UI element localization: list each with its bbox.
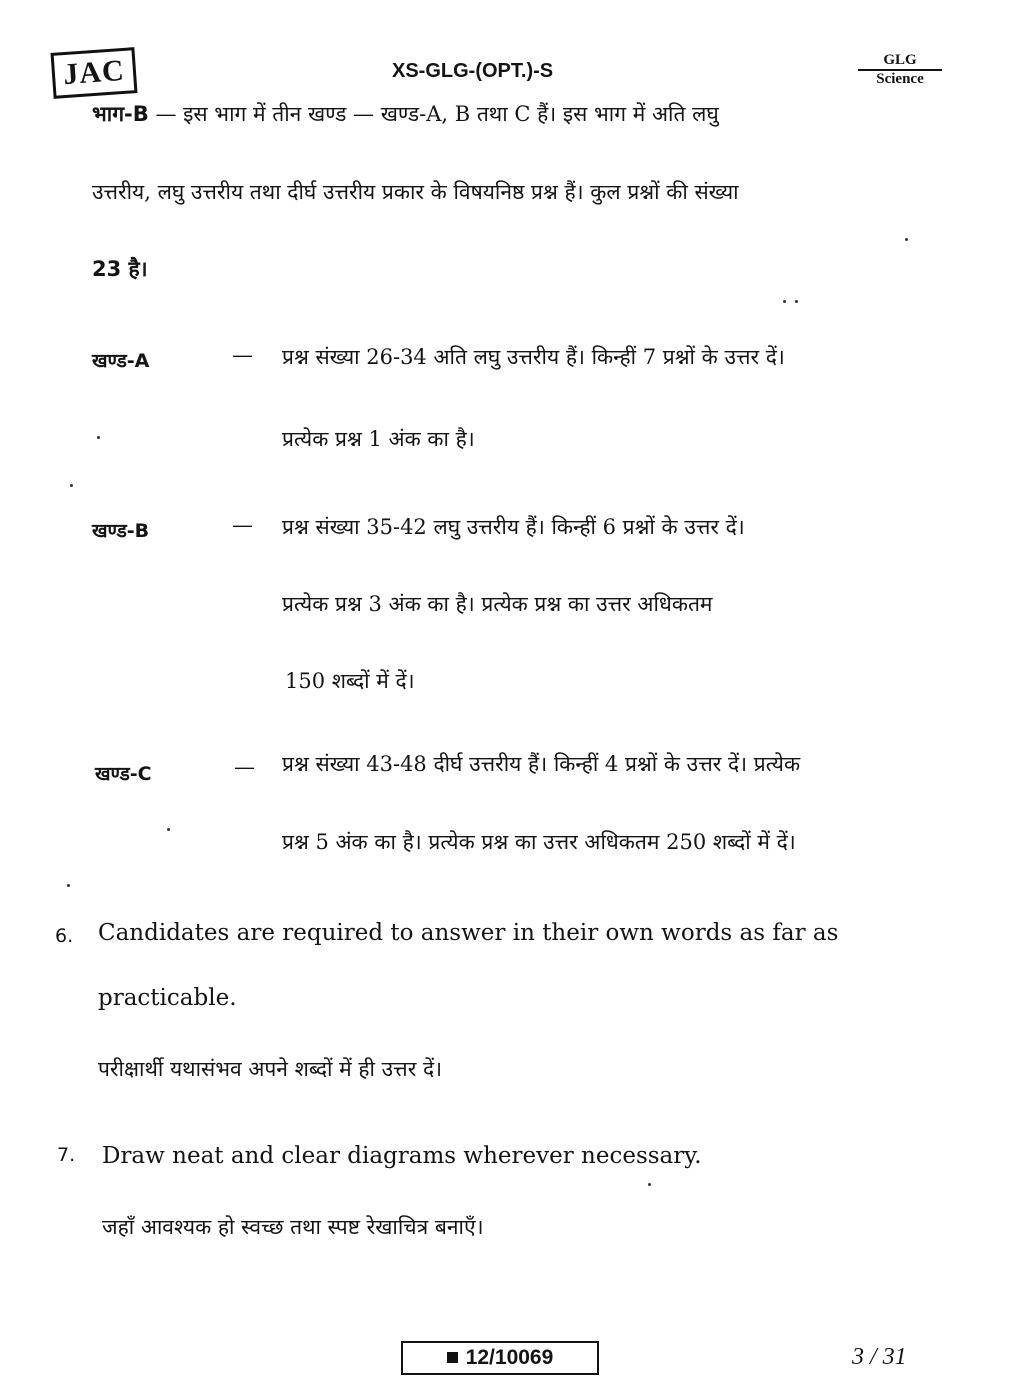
scan-speck (67, 884, 70, 887)
bhag-b-line1 (92, 100, 944, 128)
scan-speck (97, 436, 100, 439)
bhag-b-label: भाग-B (92, 102, 149, 126)
section-c-line2: प्रश्न 5 अंक का है। प्रत्येक प्रश्न का उत्तर अधिकतम 250 शब्दों में दें। (282, 830, 796, 854)
section-c-line1: प्रश्न संख्या 43-48 दीर्घ उत्तरीय हैं। किन्हीं 4 प्रश्नों के उत्तर दें। प्रत्येक (282, 752, 801, 776)
instruction-7-en-line1: Draw neat and clear diagrams wherever necessary. (102, 1143, 702, 1169)
square-bullet-icon (447, 1352, 458, 1363)
subject-block (858, 52, 942, 88)
subject-name: Science (876, 71, 924, 87)
section-b-line3: 150 शब्दों में दें। (285, 669, 415, 693)
instruction-6-number: 6. (55, 925, 74, 947)
section-a-dash: — (232, 343, 253, 367)
section-a-label: खण्ड-A (92, 350, 150, 372)
scan-speck (167, 828, 170, 831)
scan-speck (70, 484, 73, 487)
instruction-7-number: 7. (57, 1144, 76, 1166)
instruction-6-en-line2: practicable. (98, 985, 237, 1011)
bhag-b-dash: — (155, 102, 177, 126)
bhag-b-line3: 23 है। (92, 257, 148, 281)
section-b-line2: प्रत्येक प्रश्न 3 अंक का है। प्रत्येक प्रश्न का उत्तर अधिकतम (282, 592, 713, 616)
bhag-b-line2: उत्तरीय, लघु उत्तरीय तथा दीर्घ उत्तरीय प्रकार के विषयनिष्ठ प्रश्न हैं। कुल प्रश्नों की संख्या (92, 180, 739, 204)
section-c-label: खण्ड-C (95, 763, 152, 785)
section-c-dash: — (234, 755, 255, 779)
scan-speck (905, 238, 908, 241)
page-number: 3 / 31 (852, 1344, 907, 1370)
paper-code: XS-GLG-(OPT.)-S (392, 60, 554, 82)
bhag-b-text1: इस भाग में तीन खण्ड — खण्ड-A, B तथा C हैं। इस भाग में अति लघु (183, 102, 719, 126)
scan-speck (783, 300, 786, 303)
instruction-6-en-line1: Candidates are required to answer in their own words as far as (98, 920, 839, 946)
subject-code: GLG (858, 52, 942, 71)
section-a-line2: प्रत्येक प्रश्न 1 अंक का है। (282, 427, 475, 451)
instruction-7-hi: जहाँ आवश्यक हो स्वच्छ तथा स्पष्ट रेखाचित्र बनाएँ। (102, 1215, 484, 1239)
section-b-label: खण्ड-B (92, 520, 150, 542)
booklet-code: 12/10069 (465, 1346, 554, 1369)
section-b-line1: प्रश्न संख्या 35-42 लघु उत्तरीय हैं। किन्हीं 6 प्रश्नों के उत्तर दें। (282, 515, 745, 539)
instruction-6-hi: परीक्षार्थी यथासंभव अपने शब्दों में ही उत्तर दें। (98, 1057, 443, 1081)
booklet-code-box (401, 1341, 599, 1375)
scan-speck (648, 1183, 651, 1186)
scan-speck (795, 300, 798, 303)
section-a-line1: प्रश्न संख्या 26-34 अति लघु उत्तरीय हैं। किन्हीं 7 प्रश्नों के उत्तर दें। (282, 345, 785, 369)
section-b-dash: — (232, 513, 253, 537)
jac-logo: JAC (50, 47, 137, 99)
